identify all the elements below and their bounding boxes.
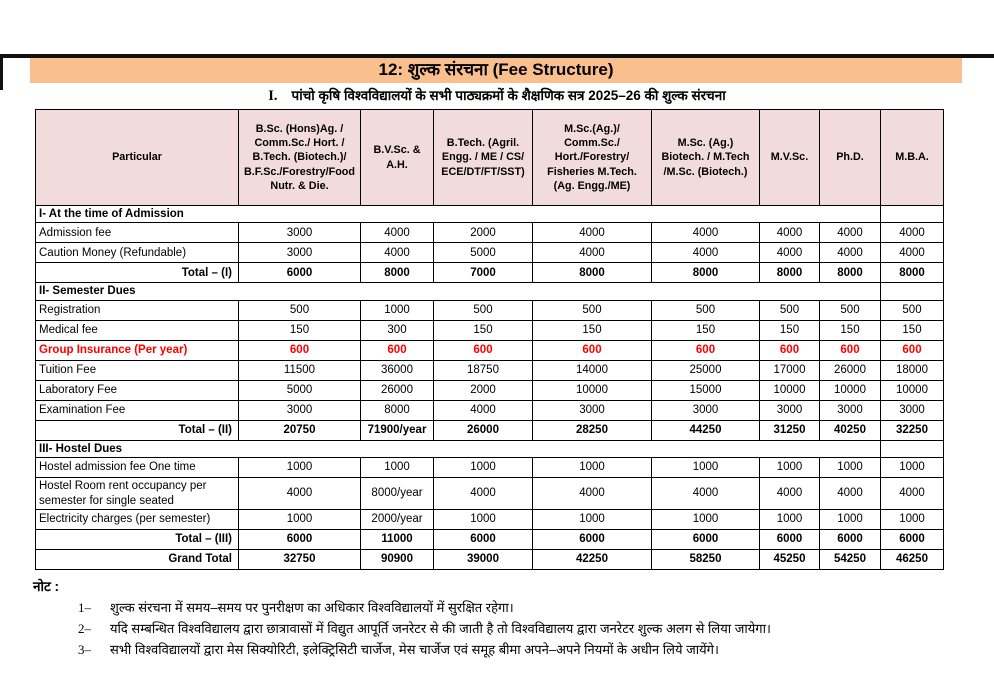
fee-value-cell: 1000 bbox=[652, 458, 760, 478]
note-number: 2– bbox=[78, 621, 91, 637]
total-row bbox=[36, 263, 944, 283]
column-header: B.Tech. (Agril. Engg. / ME / CS/ ECE/DT/FT/SST) bbox=[434, 110, 533, 206]
fee-value-cell: 6000 bbox=[239, 263, 361, 283]
note-item bbox=[33, 642, 994, 658]
row-label: Hostel Room rent occupancy per semester for single seated bbox=[36, 478, 239, 510]
note-number: 1– bbox=[78, 599, 91, 615]
note-item bbox=[33, 600, 994, 616]
fee-value-cell: 4000 bbox=[881, 243, 944, 263]
fee-value-cell: 3000 bbox=[239, 243, 361, 263]
fee-value-cell: 4000 bbox=[434, 400, 533, 420]
fee-value-cell: 150 bbox=[239, 320, 361, 340]
page-left-rule bbox=[0, 54, 3, 90]
fee-value-cell: 26000 bbox=[820, 360, 881, 380]
fee-value-cell: 1000 bbox=[652, 509, 760, 529]
fee-value-cell: 8000 bbox=[881, 263, 944, 283]
section-spacer-cell bbox=[881, 206, 944, 223]
fee-value-cell: 300 bbox=[361, 320, 434, 340]
fee-value-cell: 26000 bbox=[361, 380, 434, 400]
section-label: I- At the time of Admission bbox=[36, 206, 881, 223]
fee-value-cell: 90900 bbox=[361, 549, 434, 569]
table-row bbox=[36, 360, 944, 380]
fee-value-cell: 1000 bbox=[881, 458, 944, 478]
section-header-row bbox=[36, 283, 944, 300]
fee-value-cell: 3000 bbox=[239, 223, 361, 243]
fee-value-cell: 1000 bbox=[239, 509, 361, 529]
fee-value-cell: 8000 bbox=[533, 263, 652, 283]
fee-value-cell: 2000/year bbox=[361, 509, 434, 529]
header-row bbox=[36, 110, 944, 206]
fee-value-cell: 4000 bbox=[652, 478, 760, 510]
fee-value-cell: 4000 bbox=[533, 223, 652, 243]
fee-value-cell: 18750 bbox=[434, 360, 533, 380]
fee-value-cell: 42250 bbox=[533, 549, 652, 569]
fee-value-cell: 4000 bbox=[820, 478, 881, 510]
row-label: Tuition Fee bbox=[36, 360, 239, 380]
fee-table-header bbox=[36, 110, 944, 206]
fee-value-cell: 1000 bbox=[760, 458, 820, 478]
fee-value-cell: 18000 bbox=[881, 360, 944, 380]
fee-value-cell: 5000 bbox=[239, 380, 361, 400]
fee-value-cell: 7000 bbox=[434, 263, 533, 283]
fee-value-cell: 8000 bbox=[361, 263, 434, 283]
fee-value-cell: 25000 bbox=[652, 360, 760, 380]
fee-value-cell: 8000 bbox=[820, 263, 881, 283]
table-row bbox=[36, 458, 944, 478]
fee-value-cell: 32250 bbox=[881, 420, 944, 440]
section-spacer-cell bbox=[881, 283, 944, 300]
column-header: M.B.A. bbox=[881, 110, 944, 206]
fee-value-cell: 4000 bbox=[361, 223, 434, 243]
column-header: M.V.Sc. bbox=[760, 110, 820, 206]
fee-value-cell: 1000 bbox=[760, 509, 820, 529]
fee-value-cell: 2000 bbox=[434, 223, 533, 243]
fee-value-cell: 15000 bbox=[652, 380, 760, 400]
fee-value-cell: 54250 bbox=[820, 549, 881, 569]
table-row bbox=[36, 380, 944, 400]
fee-value-cell: 6000 bbox=[533, 529, 652, 549]
row-label: Total – (I) bbox=[36, 263, 239, 283]
total-row bbox=[36, 529, 944, 549]
section-spacer-cell bbox=[881, 440, 944, 457]
fee-value-cell: 3000 bbox=[652, 400, 760, 420]
note-text: यदि सम्बन्धित विश्वविद्यालय द्वारा छात्रावासों में विद्युत आपूर्ति जनरेटर से की जाती है तो विश्वविद्यालय द्वारा जनरेटर शुल्क अलग से लिया जायेगा। bbox=[110, 621, 771, 637]
section-subtitle bbox=[0, 86, 994, 105]
table-row bbox=[36, 509, 944, 529]
table-row bbox=[36, 223, 944, 243]
fee-value-cell: 11500 bbox=[239, 360, 361, 380]
fee-value-cell: 500 bbox=[881, 300, 944, 320]
section-label: II- Semester Dues bbox=[36, 283, 881, 300]
section-header-row bbox=[36, 206, 944, 223]
fee-value-cell: 10000 bbox=[760, 380, 820, 400]
fee-value-cell: 36000 bbox=[361, 360, 434, 380]
fee-value-cell: 6000 bbox=[760, 529, 820, 549]
notes-heading: नोट : bbox=[33, 578, 60, 594]
fee-value-cell: 26000 bbox=[434, 420, 533, 440]
row-label: Grand Total bbox=[36, 549, 239, 569]
fee-value-cell: 32750 bbox=[239, 549, 361, 569]
column-header: M.Sc. (Ag.) Biotech. / M.Tech /M.Sc. (Biotech.) bbox=[652, 110, 760, 206]
fee-value-cell: 5000 bbox=[434, 243, 533, 263]
row-label: Hostel admission fee One time bbox=[36, 458, 239, 478]
fee-value-cell: 600 bbox=[881, 340, 944, 360]
table-row bbox=[36, 300, 944, 320]
fee-value-cell: 500 bbox=[533, 300, 652, 320]
fee-value-cell: 45250 bbox=[760, 549, 820, 569]
fee-value-cell: 4000 bbox=[881, 478, 944, 510]
page-top-rule bbox=[0, 54, 994, 58]
subtitle-roman-marker: I. bbox=[268, 88, 278, 104]
fee-value-cell: 1000 bbox=[533, 458, 652, 478]
fee-value-cell: 4000 bbox=[760, 223, 820, 243]
fee-value-cell: 1000 bbox=[361, 458, 434, 478]
fee-value-cell: 4000 bbox=[760, 243, 820, 263]
fee-value-cell: 4000 bbox=[652, 243, 760, 263]
fee-value-cell: 500 bbox=[760, 300, 820, 320]
section-header-row bbox=[36, 440, 944, 457]
fee-value-cell: 2000 bbox=[434, 380, 533, 400]
fee-value-cell: 71900/year bbox=[361, 420, 434, 440]
fee-value-cell: 8000/year bbox=[361, 478, 434, 510]
title-bar bbox=[30, 54, 962, 83]
fee-value-cell: 6000 bbox=[434, 529, 533, 549]
fee-value-cell: 28250 bbox=[533, 420, 652, 440]
fee-value-cell: 600 bbox=[434, 340, 533, 360]
fee-value-cell: 600 bbox=[239, 340, 361, 360]
fee-value-cell: 6000 bbox=[820, 529, 881, 549]
fee-value-cell: 4000 bbox=[652, 223, 760, 243]
fee-value-cell: 500 bbox=[652, 300, 760, 320]
fee-value-cell: 1000 bbox=[239, 458, 361, 478]
fee-value-cell: 1000 bbox=[881, 509, 944, 529]
fee-value-cell: 6000 bbox=[652, 529, 760, 549]
fee-value-cell: 4000 bbox=[881, 223, 944, 243]
fee-value-cell: 150 bbox=[881, 320, 944, 340]
fee-value-cell: 1000 bbox=[820, 458, 881, 478]
fee-value-cell: 10000 bbox=[533, 380, 652, 400]
fee-value-cell: 6000 bbox=[239, 529, 361, 549]
fee-value-cell: 10000 bbox=[820, 380, 881, 400]
fee-structure-table bbox=[35, 109, 944, 570]
row-label: Total – (III) bbox=[36, 529, 239, 549]
fee-value-cell: 600 bbox=[820, 340, 881, 360]
fee-value-cell: 6000 bbox=[881, 529, 944, 549]
fee-value-cell: 10000 bbox=[881, 380, 944, 400]
fee-value-cell: 150 bbox=[820, 320, 881, 340]
fee-value-cell: 20750 bbox=[239, 420, 361, 440]
fee-value-cell: 4000 bbox=[820, 223, 881, 243]
column-header: M.Sc.(Ag.)/ Comm.Sc./ Hort./Forestry/ Fisheries M.Tech. (Ag. Engg./ME) bbox=[533, 110, 652, 206]
row-label: Group Insurance (Per year) bbox=[36, 340, 239, 360]
fee-value-cell: 4000 bbox=[239, 478, 361, 510]
fee-value-cell: 4000 bbox=[434, 478, 533, 510]
row-label: Total – (II) bbox=[36, 420, 239, 440]
fee-value-cell: 4000 bbox=[760, 478, 820, 510]
fee-value-cell: 1000 bbox=[434, 458, 533, 478]
fee-value-cell: 11000 bbox=[361, 529, 434, 549]
row-label: Caution Money (Refundable) bbox=[36, 243, 239, 263]
fee-value-cell: 3000 bbox=[820, 400, 881, 420]
table-row bbox=[36, 320, 944, 340]
fee-value-cell: 600 bbox=[760, 340, 820, 360]
fee-value-cell: 4000 bbox=[533, 478, 652, 510]
fee-value-cell: 8000 bbox=[760, 263, 820, 283]
fee-value-cell: 39000 bbox=[434, 549, 533, 569]
column-header: Particular bbox=[36, 110, 239, 206]
total-row bbox=[36, 420, 944, 440]
fee-value-cell: 3000 bbox=[881, 400, 944, 420]
fee-value-cell: 8000 bbox=[652, 263, 760, 283]
fee-value-cell: 600 bbox=[652, 340, 760, 360]
fee-value-cell: 150 bbox=[434, 320, 533, 340]
fee-value-cell: 58250 bbox=[652, 549, 760, 569]
column-header: B.Sc. (Hons)Ag. / Comm.Sc./ Hort. / B.Tech. (Biotech.)/ B.F.Sc./Forestry/Food Nutr. & Die. bbox=[239, 110, 361, 206]
fee-value-cell: 31250 bbox=[760, 420, 820, 440]
total-row bbox=[36, 549, 944, 569]
note-text: सभी विश्वविद्यालयों द्वारा मेस सिक्योरिटी, इलेक्ट्रिसिटी चार्जेज, मेस चार्जेज एवं समूह बीमा अपने–अपने नियमों के अधीन लिये जायेंगे। bbox=[110, 642, 719, 658]
fee-value-cell: 17000 bbox=[760, 360, 820, 380]
fee-value-cell: 500 bbox=[239, 300, 361, 320]
table-row bbox=[36, 243, 944, 263]
fee-value-cell: 46250 bbox=[881, 549, 944, 569]
page-title: 12: शुल्क संरचना (Fee Structure) bbox=[378, 60, 614, 79]
row-label: Laboratory Fee bbox=[36, 380, 239, 400]
column-header: B.V.Sc. & A.H. bbox=[361, 110, 434, 206]
subtitle-text: पांचो कृषि विश्वविद्यालयों के सभी पाठ्यक्रमों के शैक्षणिक सत्र 2025–26 की शुल्क संरचना bbox=[291, 88, 726, 103]
fee-value-cell: 600 bbox=[361, 340, 434, 360]
fee-value-cell: 4000 bbox=[533, 243, 652, 263]
note-text: शुल्क संरचना में समय–समय पर पुनरीक्षण का अधिकार विश्वविद्यालयों में सुरक्षित रहेगा। bbox=[110, 599, 514, 615]
table-row bbox=[36, 400, 944, 420]
fee-value-cell: 3000 bbox=[760, 400, 820, 420]
row-label: Admission fee bbox=[36, 223, 239, 243]
note-item bbox=[33, 621, 994, 637]
row-label: Registration bbox=[36, 300, 239, 320]
fee-value-cell: 14000 bbox=[533, 360, 652, 380]
fee-value-cell: 1000 bbox=[434, 509, 533, 529]
column-header: Ph.D. bbox=[820, 110, 881, 206]
fee-value-cell: 3000 bbox=[239, 400, 361, 420]
fee-value-cell: 150 bbox=[760, 320, 820, 340]
notes-block bbox=[33, 577, 994, 659]
fee-value-cell: 3000 bbox=[533, 400, 652, 420]
fee-value-cell: 150 bbox=[652, 320, 760, 340]
table-row bbox=[36, 340, 944, 360]
fee-value-cell: 500 bbox=[434, 300, 533, 320]
row-label: Electricity charges (per semester) bbox=[36, 509, 239, 529]
fee-table-body bbox=[36, 206, 944, 570]
section-label: III- Hostel Dues bbox=[36, 440, 881, 457]
fee-value-cell: 4000 bbox=[820, 243, 881, 263]
row-label: Medical fee bbox=[36, 320, 239, 340]
row-label: Examination Fee bbox=[36, 400, 239, 420]
fee-value-cell: 4000 bbox=[361, 243, 434, 263]
fee-value-cell: 40250 bbox=[820, 420, 881, 440]
fee-value-cell: 44250 bbox=[652, 420, 760, 440]
fee-value-cell: 1000 bbox=[820, 509, 881, 529]
fee-value-cell: 500 bbox=[820, 300, 881, 320]
fee-value-cell: 8000 bbox=[361, 400, 434, 420]
fee-value-cell: 150 bbox=[533, 320, 652, 340]
fee-value-cell: 1000 bbox=[361, 300, 434, 320]
note-number: 3– bbox=[78, 642, 91, 658]
fee-value-cell: 1000 bbox=[533, 509, 652, 529]
fee-value-cell: 600 bbox=[533, 340, 652, 360]
table-row bbox=[36, 478, 944, 510]
